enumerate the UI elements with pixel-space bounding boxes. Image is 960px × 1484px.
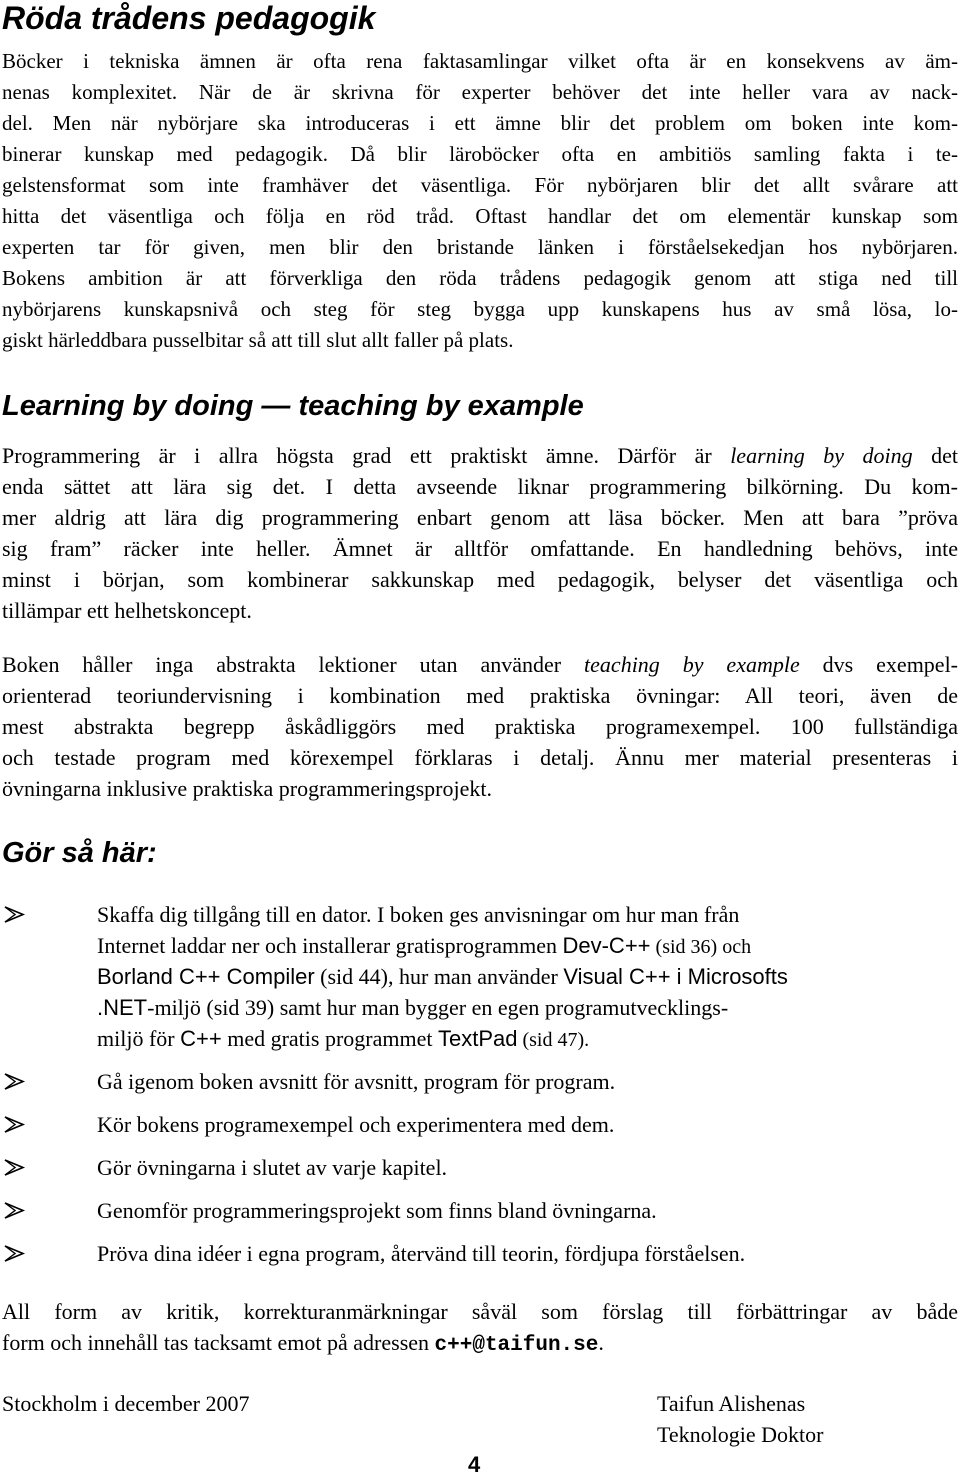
- paragraph-feedback: [2, 1296, 958, 1358]
- arrow-bullet-icon: [2, 1109, 26, 1140]
- heading-roda-tradens-pedagogik: Röda trådens pedagogik: [2, 0, 376, 36]
- text-line: Böcker i tekniska ämnen är ofta rena faktasamlingar vilket ofta är en konsekvens av äm-: [2, 49, 958, 73]
- text-line: tillämpar ett helhetskoncept.: [2, 598, 252, 623]
- text-line: nenas komplexitet. När de är skrivna för experter behöver det inte heller vara av nack-: [2, 80, 958, 104]
- list-item: [0, 1109, 960, 1140]
- text-line: giskt härleddbara pusselbitar så att till slut allt faller på plats.: [2, 328, 514, 352]
- paragraph-intro: [2, 46, 958, 356]
- text-line: experten tar för given, men blir den bristande länken i förståelsekedjan hos nybörjaren.: [2, 235, 958, 259]
- text-line: form och innehåll tas tacksamt emot på adressen c++@taifun.se.: [2, 1330, 604, 1357]
- heading-gor-sa-har: Gör så här:: [2, 837, 157, 869]
- arrow-bullet-icon: [2, 1152, 26, 1183]
- text-line: mest abstrakta begrepp åskådliggörs med praktiska programexempel. 100 fullständiga: [2, 714, 958, 739]
- text-line: orienterad teoriundervisning i kombination med praktiska övningar: All teori, även de: [2, 683, 958, 708]
- text-line: hitta det väsentliga och följa en röd tråd. Oftast handlar det om elementär kunskap som: [2, 204, 958, 228]
- list-item: [0, 1238, 960, 1269]
- list-item: [0, 1195, 960, 1226]
- text-line: nybörjarens kunskapsnivå och steg för steg bygga upp kunskapens hus av små lösa, lo-: [2, 297, 958, 321]
- text-line: Bokens ambition är att förverkliga den röda trådens pedagogik genom att stiga ned till: [2, 266, 958, 290]
- email-address: c++@taifun.se: [434, 1334, 599, 1357]
- text-line: övningarna inklusive praktiska programmeringsprojekt.: [2, 776, 492, 801]
- text-line: Pröva dina idéer i egna program, återvänd till teorin, fördjupa förståelsen.: [97, 1241, 746, 1266]
- text-line: sig fram” räcker inte heller. Ämnet är alltför omfattande. En handledning behövs, inte: [2, 536, 958, 561]
- text-line: Genomför programmeringsprojekt som finns bland övningarna.: [97, 1198, 657, 1223]
- text-line: .NET-miljö (sid 39) samt hur man bygger en egen programutvecklings-: [97, 995, 729, 1020]
- arrow-bullet-icon: [2, 1066, 26, 1097]
- signature-author: Taifun Alishenas: [657, 1391, 806, 1416]
- text-line: gelstensformat som inte framhäver det väsentliga. För nybörjaren blir det allt svårare att: [2, 173, 958, 197]
- text-line: Internet laddar ner och installerar gratisprogrammen Dev-C++ (sid 36) och: [97, 933, 752, 958]
- text-line: binerar kunskap med pedagogik. Då blir läroböcker ofta en ambitiös samling fakta i te-: [2, 142, 958, 166]
- arrow-bullet-icon: [2, 1238, 26, 1269]
- text-line: Gör övningarna i slutet av varje kapitel.: [97, 1155, 448, 1180]
- instruction-list: [0, 899, 960, 1269]
- text-line: All form av kritik, korrekturanmärkningar såväl som förslag till förbättringar av både: [2, 1299, 958, 1324]
- text-line: del. Men när nybörjare ska introduceras i ett ämne blir det problem om boken inte kom-: [2, 111, 958, 135]
- arrow-bullet-icon: [2, 899, 26, 930]
- text-line: Skaffa dig tillgång till en dator. I boken ges anvisningar om hur man från: [97, 902, 740, 927]
- list-item: [0, 1066, 960, 1097]
- signature-title: Teknologie Doktor: [657, 1422, 824, 1447]
- arrow-bullet-icon: [2, 1195, 26, 1226]
- text-line: och testade program med körexempel förklaras i detalj. Ännu mer material presenteras i: [2, 745, 958, 770]
- text-line: mer aldrig att lära dig programmering enbart genom att läsa böcker. Men att bara ”pröva: [2, 505, 958, 530]
- heading-learning-by-doing: Learning by doing — teaching by example: [2, 390, 584, 422]
- text-line: enda sättet att lära sig det. I detta avseende liknar programmering bilkörning. Du kom-: [2, 474, 958, 499]
- text-line: Gå igenom boken avsnitt för avsnitt, program för program.: [97, 1069, 616, 1094]
- paragraph-learning-by-doing: [2, 440, 958, 626]
- text-line: Kör bokens programexempel och experimentera med dem.: [97, 1112, 615, 1137]
- list-item: [0, 1152, 960, 1183]
- text-line: Boken håller inga abstrakta lektioner utan använder teaching by example dvs exempel-: [2, 652, 959, 677]
- text-line: Programmering är i allra högsta grad ett praktiskt ämne. Därför är learning by doing det: [2, 443, 958, 468]
- text-line: miljö för C++ med gratis programmet TextPad (sid 47).: [97, 1026, 590, 1051]
- text-line: minst i början, som kombinerar sakkunskap med pedagogik, belyser det väsentliga och: [2, 567, 958, 592]
- page-number: 4: [468, 1452, 481, 1477]
- paragraph-teaching-by-example: [2, 649, 958, 804]
- signature-place-date: Stockholm i december 2007: [2, 1391, 250, 1416]
- text-line: Borland C++ Compiler (sid 44), hur man använder Visual C++ i Microsofts: [97, 964, 788, 989]
- list-item: [0, 899, 960, 1054]
